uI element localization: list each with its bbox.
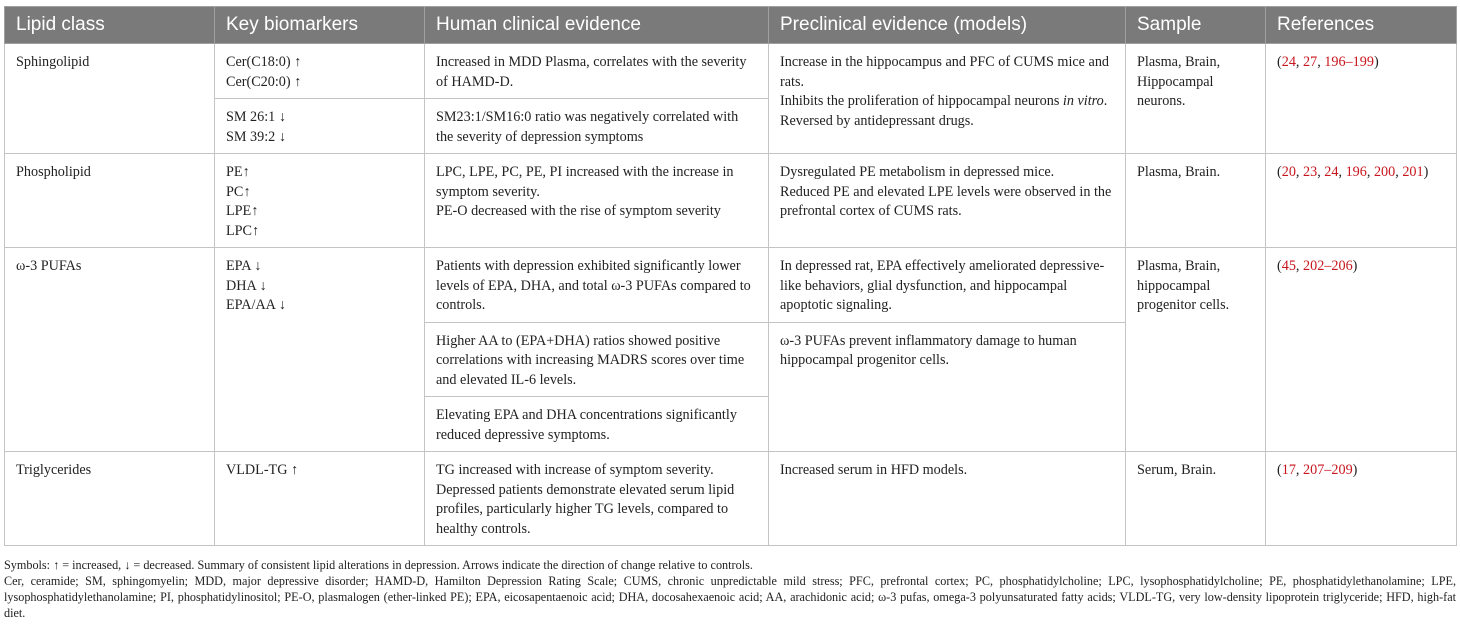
human-line: PE-O decreased with the rise of symptom severity <box>436 203 721 219</box>
lipid-table <box>4 6 1457 546</box>
cell-lipid-class: Phospholipid <box>5 154 215 248</box>
header-preclinical-evidence: Preclinical evidence (models) <box>769 7 1126 44</box>
biomarker: Cer(C20:0) ↑ <box>226 73 302 90</box>
human-line: Depressed patients demonstrate elevated serum lipid profiles, particularly higher TG levels, compared to healthy controls. <box>436 481 735 537</box>
cell-human-evidence: Increased in MDD Plasma, correlates with the severity of HAMD-D. <box>425 44 769 99</box>
reference-link[interactable]: 207–209 <box>1303 462 1353 478</box>
header-sample: Sample <box>1126 7 1266 44</box>
biomarker: EPA/AA ↓ <box>226 297 286 313</box>
cell-preclinical-evidence: Increased serum in HFD models. <box>769 452 1126 546</box>
cell-references: (45, 202–206) <box>1266 248 1457 452</box>
biomarker: LPE↑ <box>226 203 259 219</box>
header-key-biomarkers: Key biomarkers <box>215 7 425 44</box>
table-row-triglycerides <box>5 452 1457 546</box>
reference-link[interactable]: 202–206 <box>1303 258 1353 274</box>
cell-lipid-class: Triglycerides <box>5 452 215 546</box>
cell-preclinical-evidence: ω-3 PUFAs prevent inflammatory damage to human hippocampal progenitor cells. <box>769 322 1126 452</box>
footnote-symbols: Symbols: ↑ = increased, ↓ = decreased. Summary of consistent lipid alterations in depression. Arrows indicate the direction of change relative to controls. <box>4 558 753 572</box>
cell-references: (24, 27, 196–199) <box>1266 44 1457 154</box>
biomarker: LPC↑ <box>226 222 260 239</box>
cell-human-evidence: Patients with depression exhibited significantly lower levels of EPA, DHA, and total ω-3 PUFAs compared to controls. <box>425 248 769 323</box>
cell-biomarkers <box>215 99 425 154</box>
biomarker: Cer(C18:0) ↑ <box>226 54 302 70</box>
cell-lipid-class: Sphingolipid <box>5 44 215 154</box>
biomarker: PC↑ <box>226 183 251 200</box>
footnote-abbreviations: Cer, ceramide; SM, sphingomyelin; MDD, major depressive disorder; HAMD-D, Hamilton Depression Rating Scale; CUMS, chronic unpredictable mild stress; PFC, prefrontal cortex; PC, phosphatidylcholine; LPC, lysophosphatidylcholine; PE, phosphatidylethanolamine; LPE, lysophosphatidylethanolamine; PI, phosphatidylinositol; PE-O, plasmalogen (ether-linked PE); EPA, eicosapentaenoic acid; DHA, docosahexaenoic acid; AA, arachidonic acid; ω-3 pufas, omega-3 polyunsaturated fatty acids; VLDL-TG, very low-density lipoprotein triglyceride; HFD, high-fat diet. <box>4 574 1456 620</box>
biomarker: SM 39:2 ↓ <box>226 128 286 145</box>
reference-link[interactable]: 20 <box>1281 164 1296 180</box>
preclinical-line: Reduced PE and elevated LPE levels were observed in the prefrontal cortex of CUMS rats. <box>780 183 1112 219</box>
reference-link[interactable]: 196–199 <box>1324 54 1374 70</box>
table-row-pufa <box>5 248 1457 323</box>
table-footnote <box>4 557 1456 621</box>
reference-link[interactable]: 45 <box>1281 258 1296 274</box>
preclinical-line: Reversed by antidepressant drugs. <box>780 112 974 129</box>
human-line: LPC, LPE, PC, PE, PI increased with the increase in symptom severity. <box>436 164 734 200</box>
cell-references: (17, 207–209) <box>1266 452 1457 546</box>
table-row-phospholipid <box>5 154 1457 248</box>
cell-preclinical-evidence: In depressed rat, EPA effectively ameliorated depressive-like behaviors, glial dysfunction, and hippocampal apoptotic signaling. <box>769 248 1126 323</box>
header-human-clinical-evidence: Human clinical evidence <box>425 7 769 44</box>
header-row <box>5 7 1457 44</box>
biomarker: DHA ↓ <box>226 277 267 294</box>
human-line: TG increased with increase of symptom severity. <box>436 462 714 478</box>
cell-sample: Serum, Brain. <box>1126 452 1266 546</box>
preclinical-text: . <box>1103 93 1108 109</box>
cell-preclinical-evidence <box>769 154 1126 248</box>
preclinical-text: Inhibits the proliferation of hippocampal neurons <box>780 93 1063 109</box>
biomarker: EPA ↓ <box>226 258 262 274</box>
reference-link[interactable]: 27 <box>1303 54 1318 70</box>
biomarker: PE↑ <box>226 164 250 180</box>
cell-preclinical-evidence <box>769 44 1126 154</box>
preclinical-line <box>780 92 1114 112</box>
reference-link[interactable]: 196 <box>1345 164 1367 180</box>
cell-human-evidence: SM23:1/SM16:0 ratio was negatively correlated with the severity of depression symptoms <box>425 99 769 154</box>
preclinical-italic: in vitro <box>1062 93 1104 109</box>
reference-link[interactable]: 201 <box>1402 164 1424 180</box>
cell-sample: Plasma, Brain. <box>1126 154 1266 248</box>
cell-biomarkers: VLDL-TG ↑ <box>215 452 425 546</box>
cell-biomarkers <box>215 154 425 248</box>
preclinical-line: Increase in the hippocampus and PFC of CUMS mice and rats. <box>780 54 1110 90</box>
table-row-sphingolipid <box>5 44 1457 99</box>
cell-human-evidence <box>425 154 769 248</box>
cell-references: (20, 23, 24, 196, 200, 201) <box>1266 154 1457 248</box>
header-references: References <box>1266 7 1457 44</box>
cell-human-evidence <box>425 452 769 546</box>
cell-human-evidence: Elevating EPA and DHA concentrations significantly reduced depressive symptoms. <box>425 397 769 452</box>
biomarker: SM 26:1 ↓ <box>226 109 286 125</box>
reference-link[interactable]: 200 <box>1373 164 1396 180</box>
cell-biomarkers <box>215 44 425 99</box>
reference-link[interactable]: 17 <box>1281 462 1296 478</box>
reference-link[interactable]: 24 <box>1281 54 1296 70</box>
cell-biomarkers <box>215 248 425 452</box>
cell-sample: Plasma, Brain, hippocampal progenitor cells. <box>1126 248 1266 452</box>
cell-lipid-class: ω-3 PUFAs <box>5 248 215 452</box>
cell-sample: Plasma, Brain, Hippocampal neurons. <box>1126 44 1266 154</box>
reference-link[interactable]: 23 <box>1303 164 1318 180</box>
preclinical-line: Dysregulated PE metabolism in depressed mice. <box>780 164 1055 180</box>
cell-human-evidence: Higher AA to (EPA+DHA) ratios showed positive correlations with increasing MADRS scores over time and elevated IL-6 levels. <box>425 322 769 397</box>
header-lipid-class: Lipid class <box>5 7 215 44</box>
reference-link[interactable]: 24 <box>1324 164 1339 180</box>
